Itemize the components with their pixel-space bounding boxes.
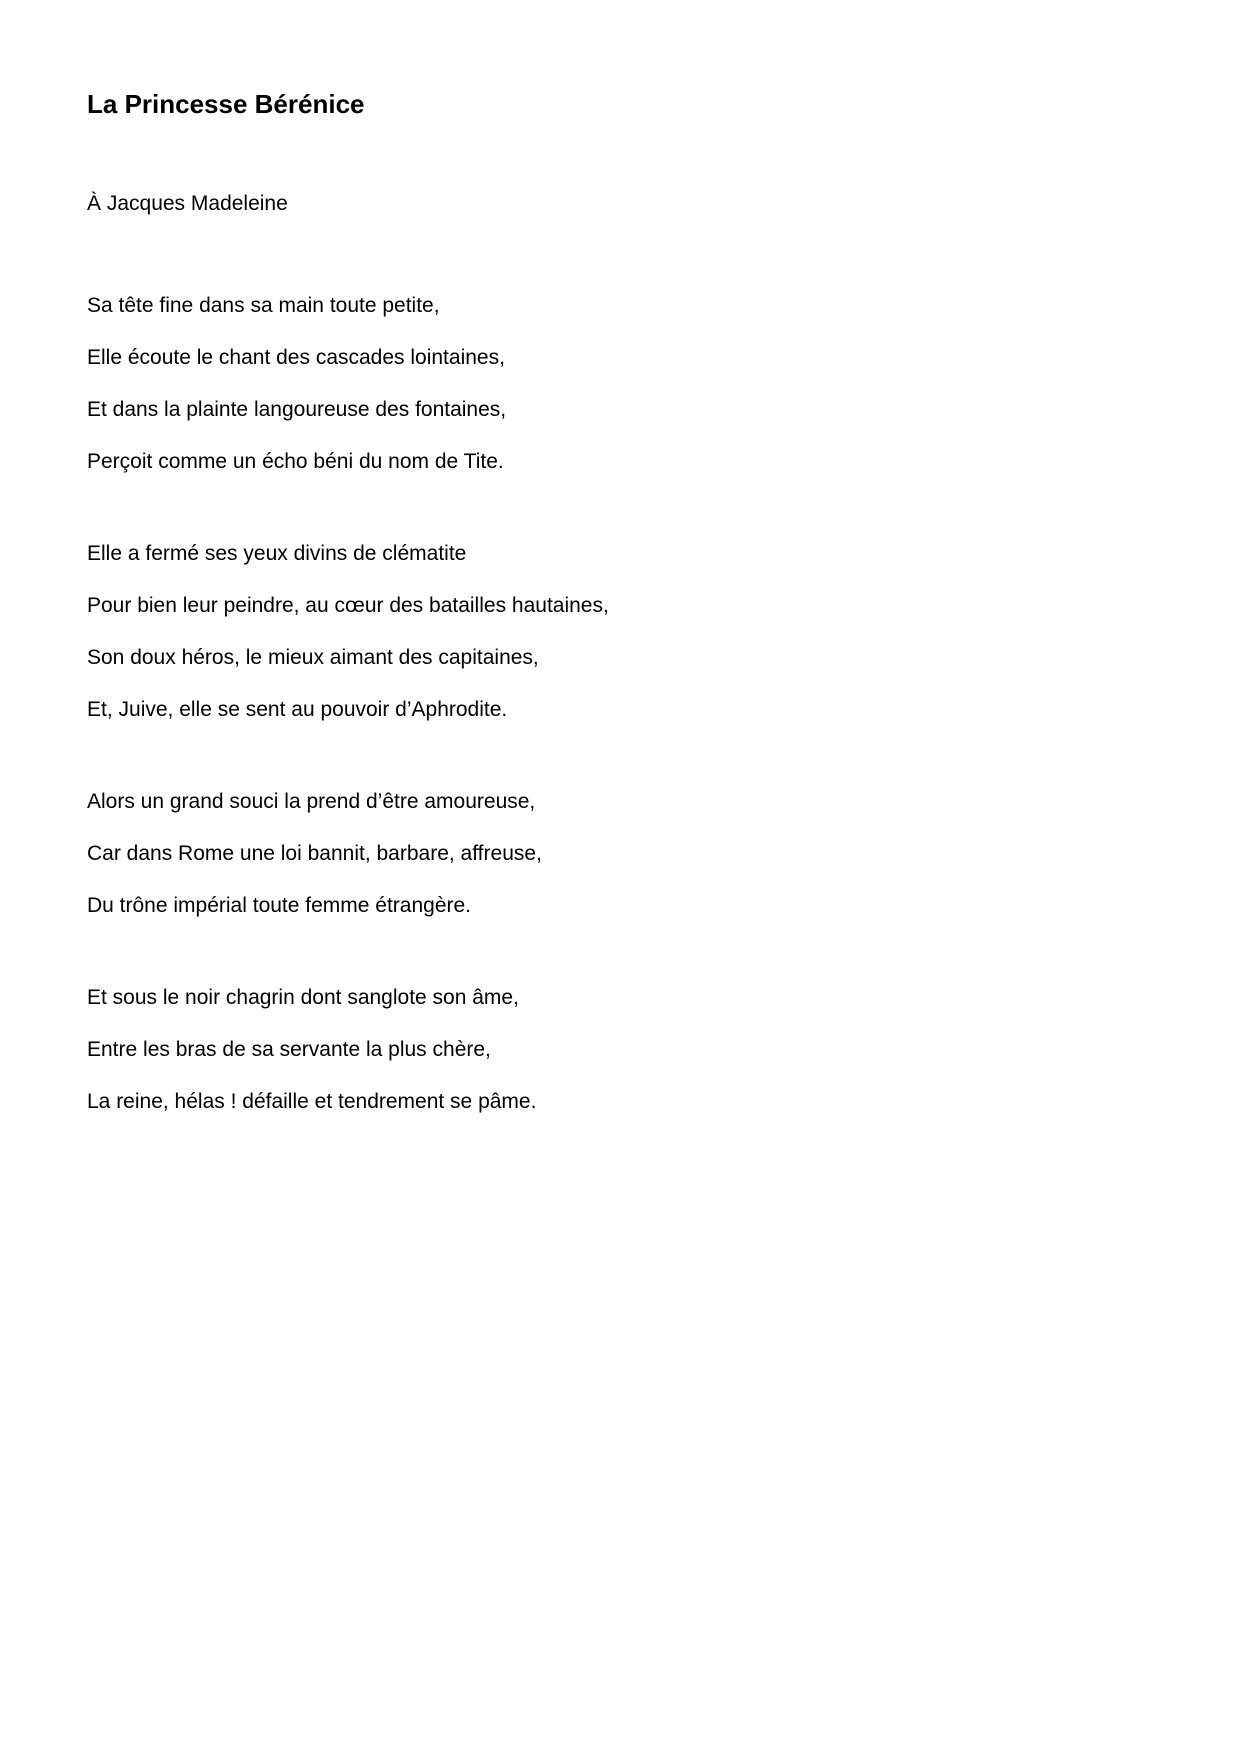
verse-line: La reine, hélas ! défaille et tendrement se pâme. bbox=[87, 1090, 537, 1113]
verse-line: Son doux héros, le mieux aimant des capitaines, bbox=[87, 646, 539, 669]
verse-line: Car dans Rome une loi bannit, barbare, affreuse, bbox=[87, 842, 542, 865]
verse-line: Sa tête fine dans sa main toute petite, bbox=[87, 294, 440, 317]
verse-line: Pour bien leur peindre, au cœur des batailles hautaines, bbox=[87, 594, 609, 617]
document-page bbox=[87, 84, 1167, 1117]
verse-line: Et sous le noir chagrin dont sanglote son âme, bbox=[87, 986, 519, 1009]
verse-line: Elle a fermé ses yeux divins de clématite bbox=[87, 542, 467, 565]
poem-title: La Princesse Bérénice bbox=[87, 89, 365, 119]
stanza-1 bbox=[87, 291, 1167, 477]
verse-line: Et, Juive, elle se sent au pouvoir d’Aphrodite. bbox=[87, 698, 508, 721]
verse-line: Du trône impérial toute femme étrangère. bbox=[87, 894, 472, 917]
verse-line: Alors un grand souci la prend d’être amoureuse, bbox=[87, 790, 536, 813]
verse-line: Et dans la plainte langoureuse des fontaines, bbox=[87, 398, 507, 421]
poem-dedication: À Jacques Madeleine bbox=[87, 192, 288, 215]
verse-line: Perçoit comme un écho béni du nom de Tite. bbox=[87, 450, 504, 473]
verse-line: Elle écoute le chant des cascades lointaines, bbox=[87, 346, 505, 369]
stanza-4 bbox=[87, 983, 1167, 1117]
stanza-2 bbox=[87, 539, 1167, 725]
verse-line: Entre les bras de sa servante la plus chère, bbox=[87, 1038, 491, 1061]
stanza-3 bbox=[87, 787, 1167, 921]
